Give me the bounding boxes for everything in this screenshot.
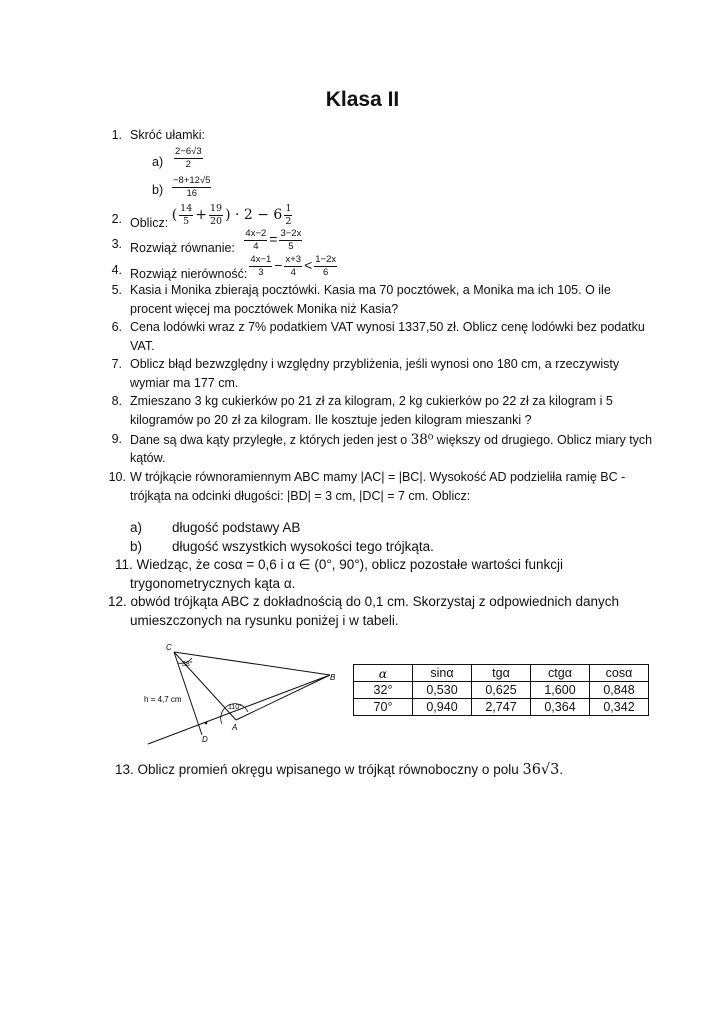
- table-cell: 0,625: [472, 682, 531, 699]
- q10b-text: długość wszystkich wysokości tego trójkąta.: [172, 539, 434, 554]
- q2-number: 2.: [111, 212, 122, 226]
- q1a-fraction: [172, 147, 205, 170]
- header-ctg: ctgα: [531, 665, 590, 682]
- q3-left-den: 4: [253, 241, 259, 252]
- trig-table: [353, 664, 649, 716]
- label-b: B: [330, 673, 336, 682]
- q6-line2: VAT.: [130, 339, 155, 353]
- q9-number: 9.: [111, 432, 122, 446]
- q2-frac2-den: 20: [209, 216, 223, 227]
- angle-c-label: 38°: [182, 661, 193, 668]
- q1-number: 1.: [111, 128, 122, 142]
- q8-line2: kilogramów po 20 zł za kilogram. Ile kosztuje jeden kilogram mieszanki ?: [130, 413, 532, 427]
- q6-number: 6.: [111, 320, 122, 334]
- label-a: A: [232, 723, 238, 732]
- page-title: Klasa II: [325, 88, 400, 111]
- q7-line1: Oblicz błąd bezwzględny i względny przybliżenia, jeśli wynosi ono 180 cm, a rzeczywisty: [130, 357, 620, 371]
- q4-a-num: 4x−1: [250, 254, 272, 265]
- q1b-numerator: −8+12√5: [173, 175, 211, 186]
- q10-number: 10.: [108, 470, 126, 484]
- q5-number: 5.: [111, 283, 122, 297]
- q7-line2: wymiar ma 177 cm.: [130, 376, 239, 390]
- q4-b-num: x+3: [285, 254, 302, 265]
- q3-line: [130, 228, 304, 255]
- table-cell: 70°: [354, 699, 413, 716]
- q4-c-num: 1−2x: [315, 254, 337, 265]
- q2-line: [130, 203, 294, 230]
- q7-number: 7.: [111, 357, 122, 371]
- q13-end: .: [559, 762, 564, 777]
- q4-a-den: 3: [258, 267, 264, 278]
- table-cell: 1,600: [531, 682, 590, 699]
- q10b-label: b): [130, 539, 143, 554]
- table-cell: 0,940: [413, 699, 472, 716]
- q3-equals: =: [269, 230, 278, 247]
- table-cell: 0,530: [413, 682, 472, 699]
- right-angle-dot: [205, 722, 208, 725]
- label-c: C: [166, 643, 172, 652]
- q2-mixed-num: 1: [285, 203, 292, 214]
- header-tg: tgα: [472, 665, 531, 682]
- table-row: [354, 682, 649, 699]
- label-d: D: [202, 735, 208, 744]
- q12-line1: 12. obwód trójkąta ABC z dokładnością do 0,1 cm. Skorzystaj z odpowiednich danych: [108, 594, 620, 609]
- q4-text: Rozwiąż nierówność:: [130, 266, 248, 281]
- q1-text: Skróć ułamki:: [130, 128, 206, 142]
- q9-degree: 38⁰: [410, 432, 434, 448]
- q2-frac1-den: 5: [183, 216, 190, 227]
- q3-number: 3.: [111, 237, 122, 251]
- q11-line2: trygonometrycznych kąta α.: [130, 576, 296, 591]
- q2-mixed-den: 2: [285, 216, 292, 227]
- angle-a-label: 110°: [228, 704, 242, 711]
- q1b-denominator: 16: [186, 188, 198, 199]
- q3-right-num: 3−2x: [280, 228, 302, 239]
- q1b-fraction: [170, 176, 213, 199]
- q5-line2: procent więcej ma pocztówek Monika niż Kasia?: [130, 302, 399, 316]
- q9-line2: kątów.: [130, 451, 166, 465]
- q4-number: 4.: [111, 263, 122, 277]
- q2-expr-rest: ) · 2 − 6: [225, 206, 283, 223]
- side-cb: [174, 652, 330, 675]
- q2-plus: +: [195, 206, 207, 223]
- q2-frac2-num: 19: [209, 203, 223, 214]
- table-row: [354, 699, 649, 716]
- q9-line1-end: większy od drugiego. Oblicz miary tych: [433, 433, 653, 447]
- height-label: h = 4,7 cm: [144, 695, 182, 704]
- q1b-label: b): [152, 183, 164, 197]
- table-cell: 0,848: [590, 682, 649, 699]
- q4-line: [130, 254, 339, 281]
- q4-less-than: <: [304, 256, 313, 273]
- q4-minus: −: [274, 256, 283, 273]
- header-sin: sinα: [413, 665, 472, 682]
- q3-text: Rozwiąż równanie:: [130, 240, 235, 255]
- q9-line1: [130, 432, 652, 448]
- q6-line1: Cena lodówki wraz z 7% podatkiem VAT wynosi 1337,50 zł. Oblicz cenę lodówki bez podatku: [130, 320, 645, 334]
- q1a-numerator: 2−6√3: [175, 146, 202, 157]
- q3-right-den: 5: [288, 241, 294, 252]
- q10-line2: trójkąta na odcinki długości: |BD| = 3 cm, |DC| = 7 cm. Oblicz:: [130, 489, 471, 503]
- q13-text: 13. Oblicz promień okręgu wpisanego w trójkąt równoboczny o polu: [115, 762, 523, 777]
- q3-left-num: 4x−2: [245, 228, 267, 239]
- q2-text: Oblicz:: [130, 215, 169, 230]
- q5-line1: Kasia i Monika zbierają pocztówki. Kasia ma 70 pocztówek, a Monika ma ich 105. O ile: [130, 283, 611, 297]
- table-cell: 0,342: [590, 699, 649, 716]
- q8-line1: Zmieszano 3 kg cukierków po 21 zł za kilogram, 2 kg cukierków po 22 zł za kilogram i 5: [130, 394, 613, 408]
- q12-line2: umieszczonych na rysunku poniżej i w tabeli.: [130, 613, 399, 628]
- q10-line1: W trójkącie równoramiennym ABC mamy |AC| = |BC|. Wysokość AD podzieliła ramię BC -: [130, 470, 626, 484]
- q1a-denominator: 2: [185, 159, 191, 170]
- table-cell: 2,747: [472, 699, 531, 716]
- table-header-row: [354, 665, 649, 682]
- table-cell: 0,364: [531, 699, 590, 716]
- q4-b-den: 4: [290, 267, 296, 278]
- q9-line1-start: Dane są dwa kąty przyległe, z których jeden jest o: [130, 433, 411, 447]
- q4-c-den: 6: [323, 267, 329, 278]
- side-ab: [236, 675, 330, 720]
- q10a-label: a): [130, 520, 143, 535]
- q1a-label: a): [152, 155, 164, 169]
- q2-paren-open: (: [171, 206, 178, 223]
- table-cell: 32°: [354, 682, 413, 699]
- q13-line: [115, 762, 563, 778]
- q11-line1: 11. Wiedząc, że cosα = 0,6 i α ∈ (0°, 90°), oblicz pozostałe wartości funkcji: [115, 557, 563, 572]
- q10a-text: długość podstawy AB: [172, 520, 301, 535]
- header-alpha: α: [354, 665, 413, 682]
- q8-number: 8.: [111, 394, 122, 408]
- header-cos: cosα: [590, 665, 649, 682]
- q13-value: 36√3: [522, 762, 560, 778]
- triangle-figure: [140, 640, 340, 750]
- q2-frac1-num: 14: [180, 203, 193, 214]
